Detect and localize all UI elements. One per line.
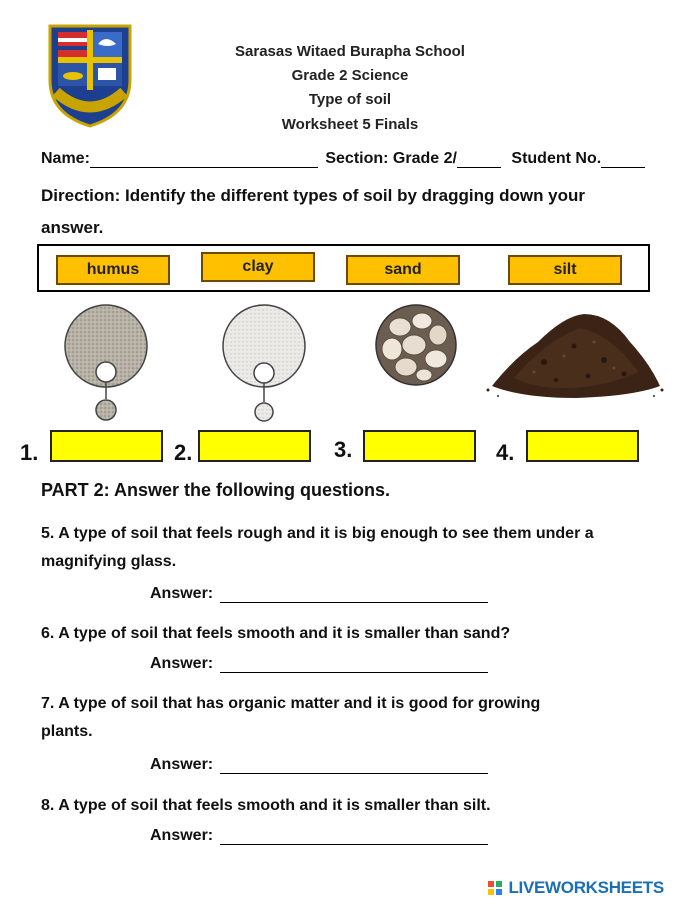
answer-field-7[interactable] (220, 773, 488, 774)
question-7 (41, 690, 671, 746)
chip-humus[interactable]: humus (56, 255, 170, 285)
question-6 (41, 620, 671, 648)
drop-number-3: 3. (334, 437, 353, 462)
question-5-line-2: magnifying glass. (41, 553, 177, 570)
answer-label-6: Answer: (150, 655, 214, 672)
drop-number-1: 1. (20, 440, 39, 465)
direction-line-2: answer. (41, 218, 104, 237)
drop-number-4: 4. (496, 440, 515, 465)
answer-label-8: Answer: (150, 827, 214, 844)
drop-zone-1[interactable] (50, 430, 163, 462)
question-5-line-1: 5. A type of soil that feels rough and it is big enough to see them under a (41, 525, 594, 542)
topic-title: Type of soil (308, 91, 392, 108)
question-5 (41, 520, 671, 576)
answer-field-5[interactable] (220, 602, 488, 603)
question-8 (41, 792, 671, 820)
grade-title: Grade 2 Science (291, 67, 409, 84)
school-logo (44, 22, 136, 130)
answer-field-8[interactable] (220, 844, 488, 845)
liveworksheets-text: LIVEWORKSHEETS (508, 878, 664, 897)
question-8-line-1: 8. A type of soil that feels smooth and it is smaller than silt. (41, 797, 491, 814)
question-7-line-2: plants. (41, 723, 93, 740)
drop-number-2: 2. (174, 440, 193, 465)
answer-label-7: Answer: (150, 756, 214, 773)
liveworksheets-logo (488, 878, 664, 898)
answer-label-5: Answer: (150, 585, 214, 602)
answer-field-6[interactable] (220, 672, 488, 673)
name-field[interactable] (90, 153, 318, 168)
chip-clay[interactable]: clay (201, 252, 315, 282)
section-field[interactable] (457, 153, 501, 168)
soil-image-3 (374, 303, 458, 387)
part2-title: PART 2: Answer the following questions. (41, 480, 391, 500)
drop-zone-4[interactable] (526, 430, 639, 462)
chip-sand[interactable]: sand (346, 255, 460, 285)
soil-image-1 (60, 303, 156, 425)
info-line (41, 150, 645, 168)
question-7-line-1: 7. A type of soil that has organic matter and it is good for growing (41, 695, 541, 712)
chip-silt[interactable]: silt (508, 255, 622, 285)
student-no-label: Student No. (511, 150, 602, 167)
word-bank (37, 244, 650, 292)
drop-zone-2[interactable] (198, 430, 311, 462)
soil-image-4 (484, 302, 664, 404)
section-label: Section: Grade 2/ (325, 150, 457, 167)
question-6-line-1: 6. A type of soil that feels smooth and it is smaller than sand? (41, 625, 511, 642)
worksheet-title: Worksheet 5 Finals (281, 116, 419, 133)
direction-line-1: Direction: Identify the different types of soil by dragging down your (41, 186, 586, 205)
student-no-field[interactable] (601, 153, 645, 168)
liveworksheets-icon (488, 881, 502, 895)
name-label: Name: (41, 150, 90, 167)
soil-image-2 (218, 300, 314, 426)
school-name: Sarasas Witaed Burapha School (235, 43, 465, 60)
drop-zone-3[interactable] (363, 430, 476, 462)
